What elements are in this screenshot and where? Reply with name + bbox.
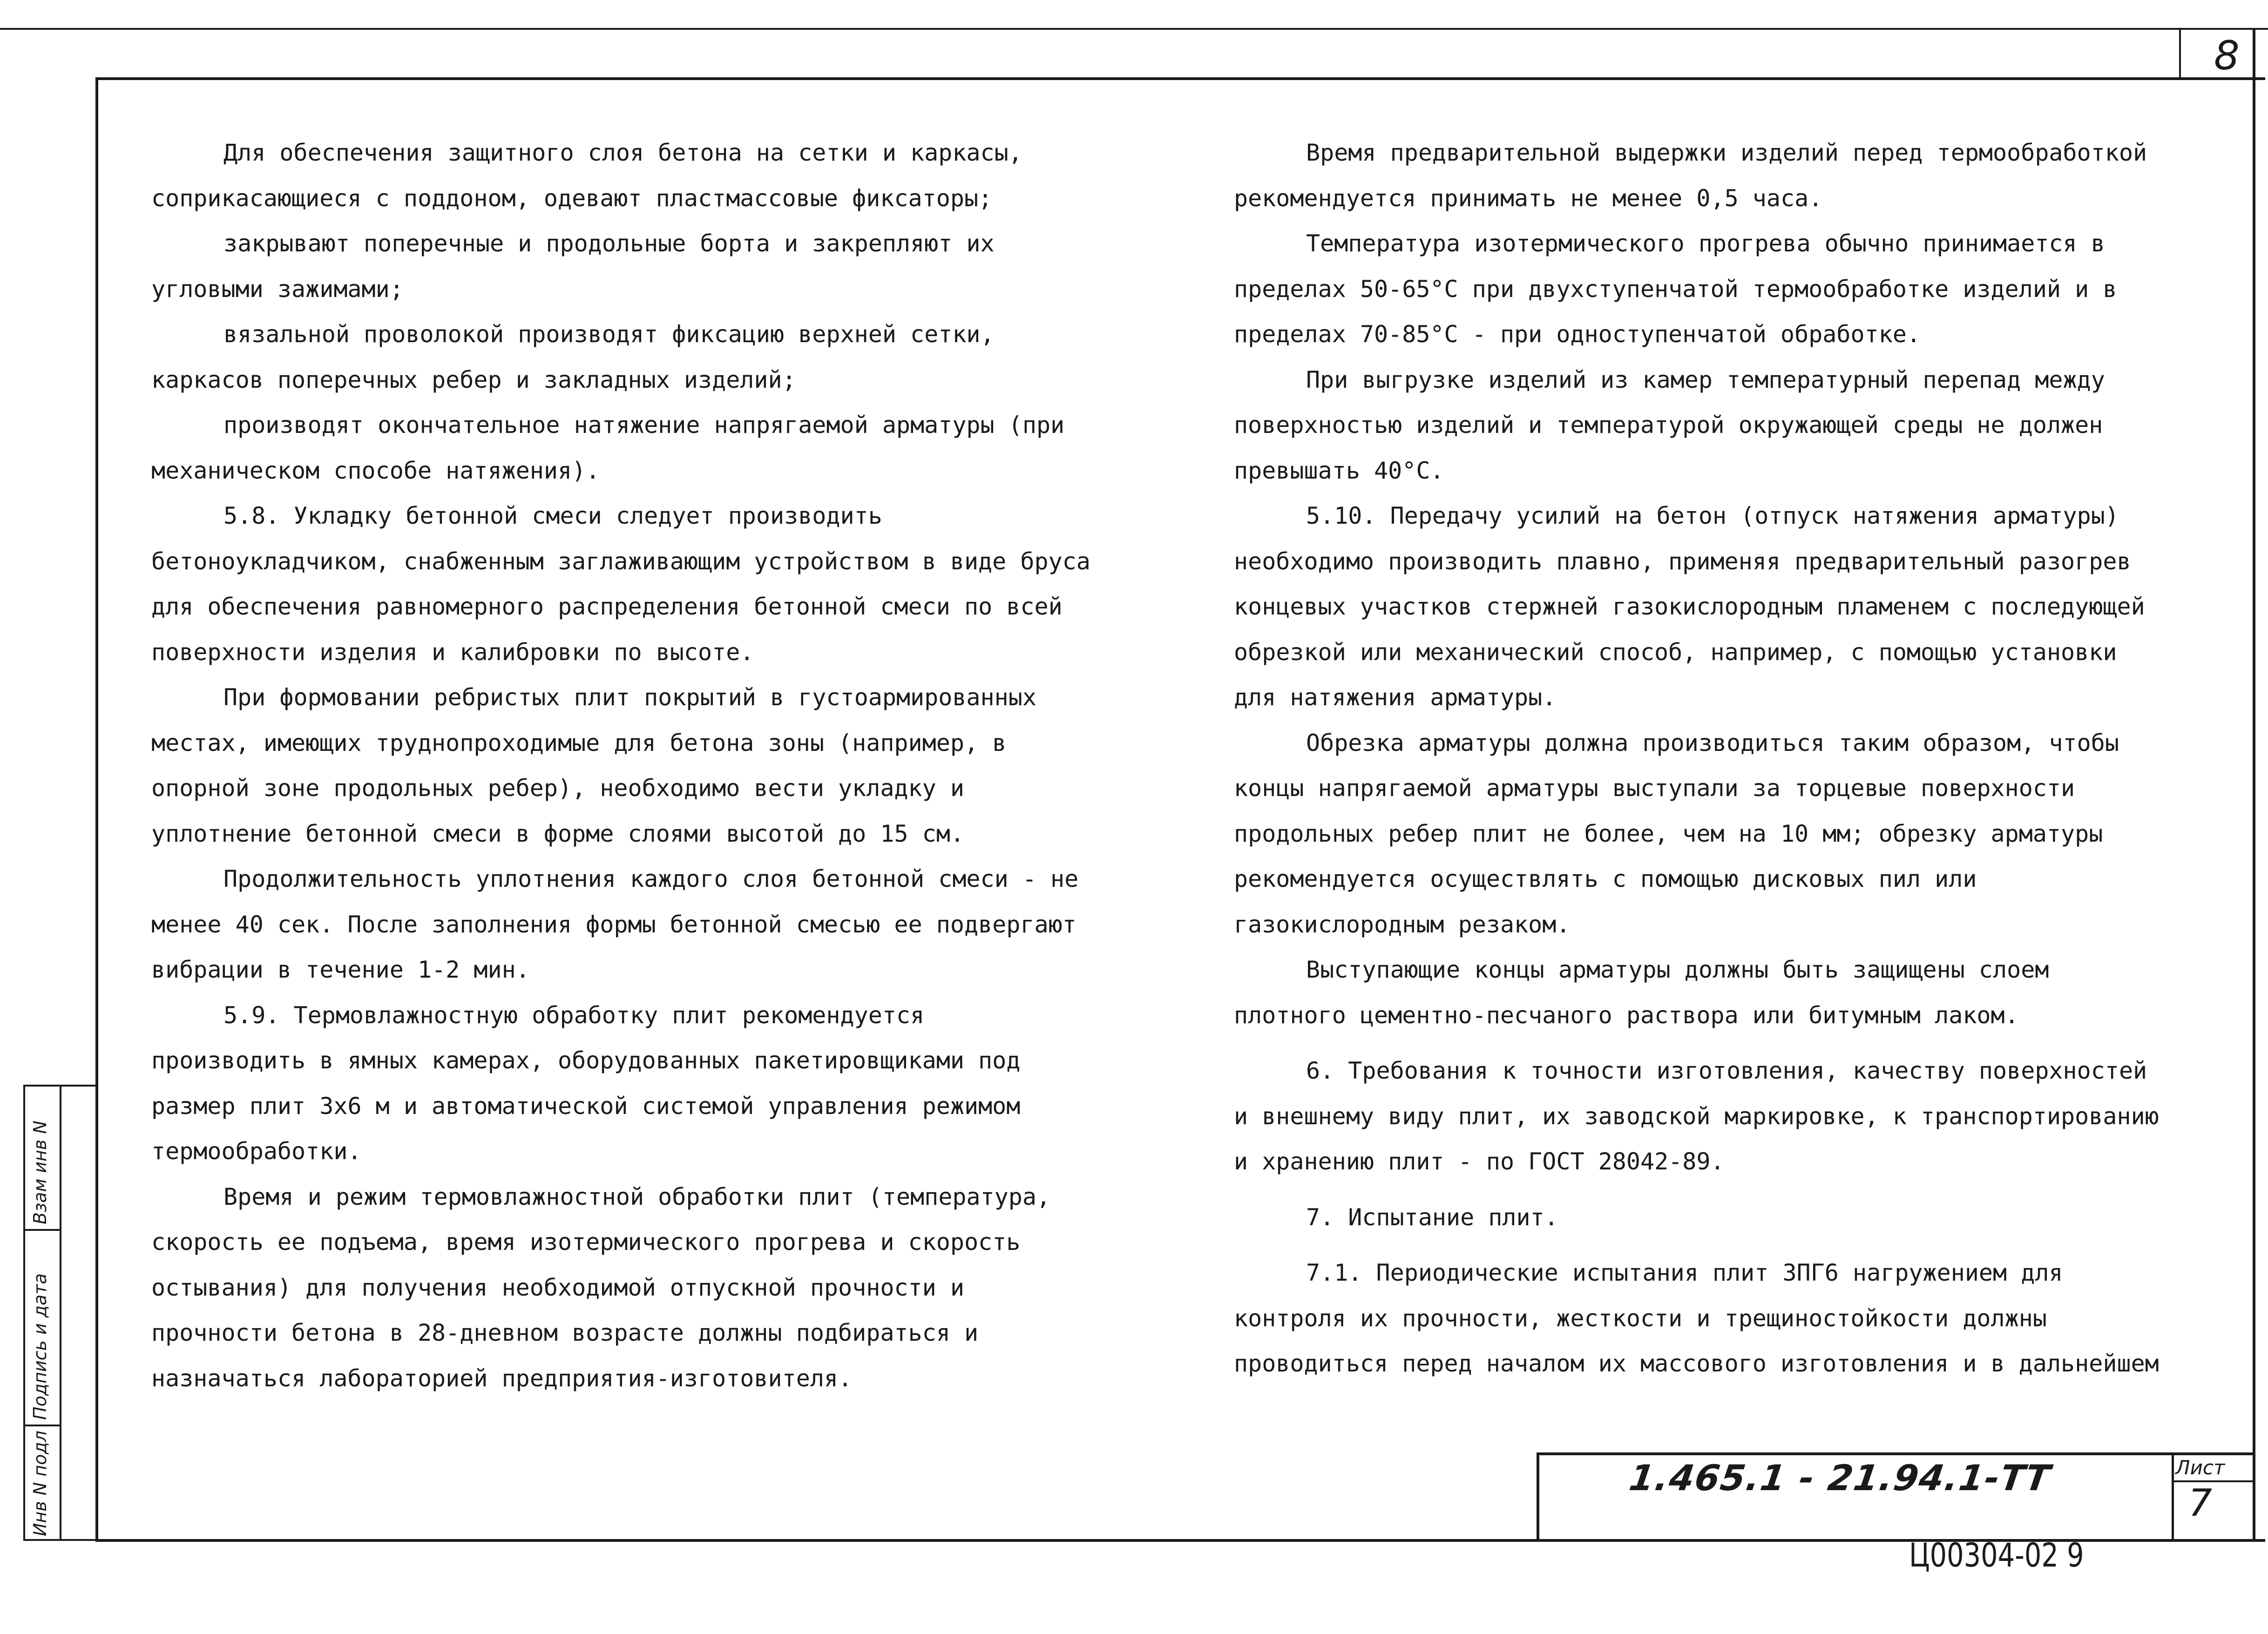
frame-right-line [2253, 28, 2255, 1542]
frame-top-line [95, 77, 2265, 80]
section-heading: 6. Требования к точности изготовления, качеству поверхностей и внешнему виду плит, их заводской маркировке, к транспортированию и хранению плит - по ГОСТ 28042-89. [1234, 1057, 2159, 1175]
paragraph: Выступающие концы арматуры должны быть защищены слоем плотного цементно-песчаного раствора или битумным лаком. [1234, 956, 2049, 1029]
margin-inv-original: Инв N подл [30, 1431, 50, 1536]
stamp-divider-line [2172, 1452, 2174, 1541]
corner-page-number: 8 [2214, 33, 2240, 79]
top-edge-line [0, 28, 2268, 30]
paragraph: При формовании ребристых плит покрытий в густоармированных местах, имеющих труднопроходимые для бетона зоны (например, в опорной зоне продольных ребер), необходимо вести укладку и уплотнение бетонной смеси в форме слоями высотой до 15 см. [151, 684, 1036, 847]
sheet-cell-line [2172, 1480, 2254, 1482]
paragraph: При выгрузке изделий из камер температурный перепад между поверхностью изделий и температурой окружающей среды не должен превышать 40°С. [1234, 366, 2105, 484]
paragraph: Температура изотермического прогрева обычно принимается в пределах 50-65°С при двухступенчатой термообработке изделий и в пределах 70-85°С - при одноступенчатой обработке. [1234, 230, 2117, 348]
margin-signature-date: Подпись и дата [30, 1273, 50, 1420]
margin-stamp [23, 1085, 97, 1541]
stamp-top-line [1537, 1452, 2254, 1455]
margin-box-bottom [23, 1539, 97, 1541]
paragraph: Обрезка арматуры должна производиться таким образом, чтобы концы напрягаемой арматуры выступали за торцевые поверхности продольных ребер плит не более, чем на 10 мм; обрезку арматуры рекомендуется осуществлять с помощью дисковых пил или газокислородным резаком. [1234, 729, 2119, 938]
paragraph: 5.10. Передачу усилий на бетон (отпуск натяжения арматуры) необходимо производить плавно, применяя предварительный разогрев концевых участков стержней газокислородным пламенем с последующей обрезкой или механический способ, например, с помощью установки для натяжения арматуры. [1234, 502, 2145, 711]
sheet-number: 7 [2188, 1481, 2212, 1525]
corner-box-left-line [2179, 28, 2181, 79]
left-text-column [151, 130, 1092, 1401]
section-heading: 7. Испытание плит. [1306, 1203, 1558, 1231]
paragraph: 5.8. Укладку бетонной смеси следует производить бетоноукладчиком, снабженным заглаживающим устройством в виде бруса для обеспечения равномерного распределения бетонной смеси по всей поверхности изделия и калибровки по высоте. [151, 502, 1090, 666]
paragraph: Продолжительность уплотнения каждого слоя бетонной смеси - не менее 40 сек. После заполнения формы бетонной смесью ее подвергают вибрации в течение 1-2 мин. [151, 865, 1079, 983]
bottom-archive-code: Ц00304-02 9 [1909, 1536, 2084, 1574]
margin-replaced-inv: Взам инв N [30, 1121, 50, 1224]
paragraph: производят окончательное натяжение напрягаемой арматуры (при механическом способе натяжения). [151, 412, 1065, 484]
paragraph: закрывают поперечные и продольные борта и закрепляют их угловыми зажимами; [151, 230, 995, 303]
paragraph: Время и режим термовлажностной обработки плит (температура, скорость ее подъема, время изотермического прогрева и скорость остывания) для получения необходимой отпускной прочности и прочности бетона в 28-дневном возрасте должны подбираться и назначаться лабораторией предприятия-изготовителя. [151, 1183, 1051, 1392]
margin-box-div1 [23, 1229, 61, 1231]
sheet-label: Лист [2175, 1456, 2225, 1479]
margin-box-top [23, 1085, 97, 1087]
paragraph: 7.1. Периодические испытания плит 3ПГ6 нагружением для контроля их прочности, жесткости и трещиностойкости должны проводиться перед началом их массового изготовления и в дальнейшем [1234, 1259, 2159, 1377]
paragraph: Для обеспечения защитного слоя бетона на сетки и каркасы, соприкасающиеся с поддоном, одевают пластмассовые фиксаторы; [151, 139, 1022, 212]
paragraph: вязальной проволокой производят фиксацию верхней сетки, каркасов поперечных ребер и закладных изделий; [151, 321, 995, 393]
margin-box-div2 [23, 1425, 61, 1426]
margin-box-left [23, 1085, 25, 1541]
paragraph: Время предварительной выдержки изделий перед термообработкой рекомендуется принимать не менее 0,5 часа. [1234, 139, 2147, 212]
document-code: 1.465.1 - 21.94.1-ТТ [1626, 1457, 2054, 1499]
stamp-left-line [1537, 1452, 1539, 1541]
margin-box-mid [60, 1085, 61, 1541]
paragraph: 5.9. Термовлажностную обработку плит рекомендуется производить в ямных камерах, оборудованных пакетировщиками под размер плит 3х6 м и автоматической системой управления режимом термообработки. [151, 1001, 1021, 1165]
right-text-column [1234, 130, 2165, 1387]
